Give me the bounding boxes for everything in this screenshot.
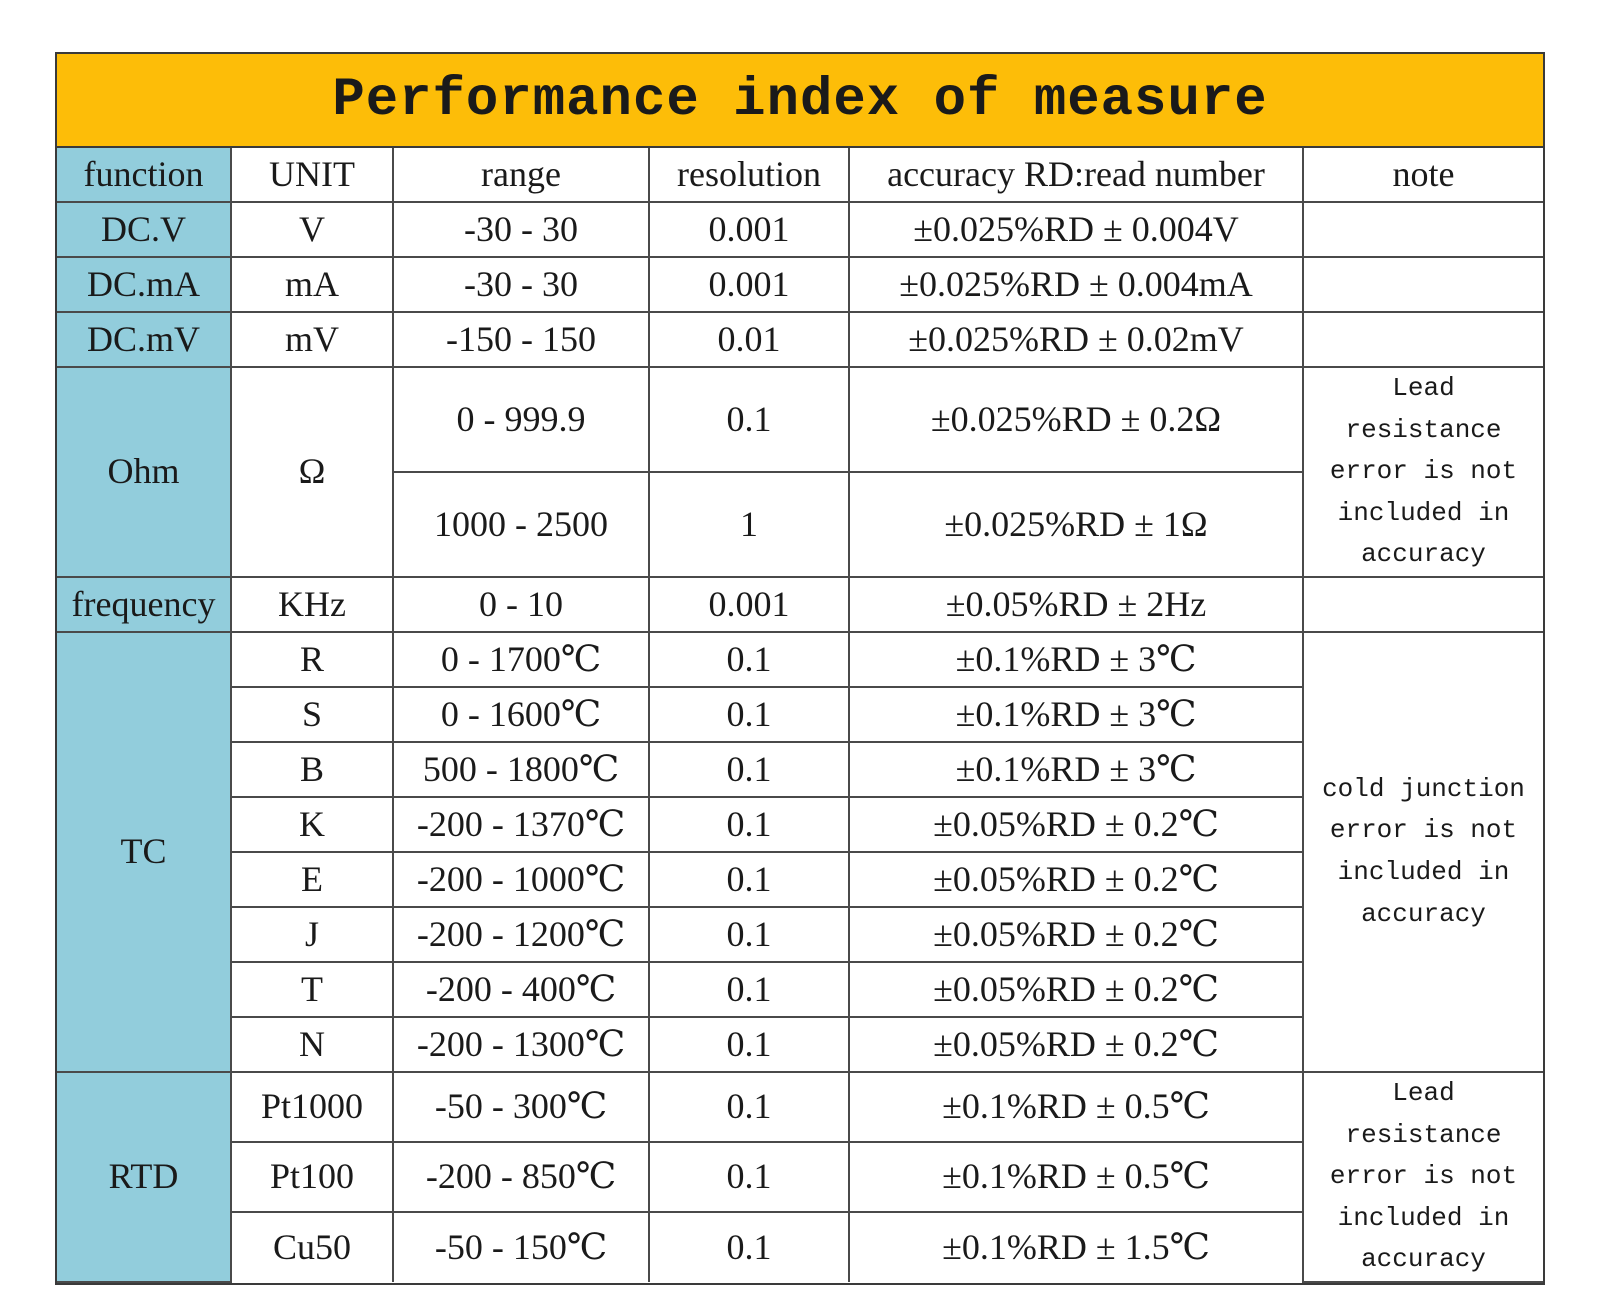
resolution-cell: 0.1 [649, 962, 849, 1017]
resolution-cell: 0.1 [649, 797, 849, 852]
range-cell: -200 - 1300℃ [393, 1017, 649, 1072]
table-row [57, 367, 1543, 472]
header-unit: UNIT [231, 148, 393, 202]
header-accuracy: accuracy RD:read number [849, 148, 1303, 202]
range-cell: -200 - 1370℃ [393, 797, 649, 852]
range-cell: 0 - 1700℃ [393, 632, 649, 687]
note-cell: Lead resistance error is not included in accuracy [1303, 367, 1543, 577]
accuracy-cell: ±0.1%RD ± 0.5℃ [849, 1142, 1303, 1212]
unit-cell: S [231, 687, 393, 742]
unit-cell: KHz [231, 577, 393, 632]
range-cell: 0 - 10 [393, 577, 649, 632]
function-cell: DC.mV [57, 312, 231, 367]
header-row [57, 148, 1543, 202]
accuracy-cell: ±0.025%RD ± 0.2Ω [849, 367, 1303, 472]
range-cell: 0 - 1600℃ [393, 687, 649, 742]
accuracy-cell: ±0.05%RD ± 0.2℃ [849, 962, 1303, 1017]
performance-table-sheet [55, 52, 1545, 1285]
accuracy-cell: ±0.05%RD ± 0.2℃ [849, 1017, 1303, 1072]
resolution-cell: 0.1 [649, 907, 849, 962]
function-cell: DC.V [57, 202, 231, 257]
accuracy-cell: ±0.05%RD ± 0.2℃ [849, 797, 1303, 852]
resolution-cell: 0.001 [649, 257, 849, 312]
unit-cell: Pt1000 [231, 1072, 393, 1142]
note-cell [1303, 202, 1543, 257]
header-note: note [1303, 148, 1543, 202]
resolution-cell: 0.1 [649, 1212, 849, 1282]
table-row [57, 202, 1543, 257]
table-row [57, 632, 1543, 687]
unit-cell: J [231, 907, 393, 962]
unit-cell: K [231, 797, 393, 852]
range-cell: -30 - 30 [393, 202, 649, 257]
resolution-cell: 0.001 [649, 577, 849, 632]
resolution-cell: 0.1 [649, 1017, 849, 1072]
resolution-cell: 0.1 [649, 632, 849, 687]
resolution-cell: 0.1 [649, 852, 849, 907]
function-cell: Ohm [57, 367, 231, 577]
unit-cell: B [231, 742, 393, 797]
range-cell: 1000 - 2500 [393, 472, 649, 577]
header-function: function [57, 148, 231, 202]
accuracy-cell: ±0.025%RD ± 1Ω [849, 472, 1303, 577]
function-cell: DC.mA [57, 257, 231, 312]
range-cell: -200 - 850℃ [393, 1142, 649, 1212]
range-cell: -200 - 400℃ [393, 962, 649, 1017]
resolution-cell: 0.1 [649, 687, 849, 742]
range-cell: -200 - 1200℃ [393, 907, 649, 962]
unit-cell: Cu50 [231, 1212, 393, 1282]
unit-cell: mV [231, 312, 393, 367]
function-cell: frequency [57, 577, 231, 632]
resolution-cell: 0.01 [649, 312, 849, 367]
resolution-cell: 1 [649, 472, 849, 577]
unit-cell: mA [231, 257, 393, 312]
accuracy-cell: ±0.1%RD ± 1.5℃ [849, 1212, 1303, 1282]
unit-cell: T [231, 962, 393, 1017]
unit-cell: Ω [231, 367, 393, 577]
accuracy-cell: ±0.1%RD ± 3℃ [849, 632, 1303, 687]
header-resolution: resolution [649, 148, 849, 202]
table-row [57, 312, 1543, 367]
unit-cell: R [231, 632, 393, 687]
resolution-cell: 0.1 [649, 367, 849, 472]
range-cell: -30 - 30 [393, 257, 649, 312]
resolution-cell: 0.1 [649, 1142, 849, 1212]
accuracy-cell: ±0.1%RD ± 3℃ [849, 742, 1303, 797]
range-cell: 0 - 999.9 [393, 367, 649, 472]
range-cell: -50 - 150℃ [393, 1212, 649, 1282]
range-cell: -50 - 300℃ [393, 1072, 649, 1142]
accuracy-cell: ±0.1%RD ± 0.5℃ [849, 1072, 1303, 1142]
range-cell: -150 - 150 [393, 312, 649, 367]
unit-cell: N [231, 1017, 393, 1072]
note-cell [1303, 257, 1543, 312]
accuracy-cell: ±0.05%RD ± 0.2℃ [849, 852, 1303, 907]
resolution-cell: 0.001 [649, 202, 849, 257]
function-cell: TC [57, 632, 231, 1072]
table-row [57, 1072, 1543, 1142]
table-row [57, 577, 1543, 632]
accuracy-cell: ±0.05%RD ± 2Hz [849, 577, 1303, 632]
unit-cell: E [231, 852, 393, 907]
accuracy-cell: ±0.1%RD ± 3℃ [849, 687, 1303, 742]
unit-cell: V [231, 202, 393, 257]
function-cell: RTD [57, 1072, 231, 1282]
range-cell: -200 - 1000℃ [393, 852, 649, 907]
accuracy-cell: ±0.025%RD ± 0.02mV [849, 312, 1303, 367]
unit-cell: Pt100 [231, 1142, 393, 1212]
range-cell: 500 - 1800℃ [393, 742, 649, 797]
accuracy-cell: ±0.025%RD ± 0.004mA [849, 257, 1303, 312]
note-cell [1303, 312, 1543, 367]
table-row [57, 257, 1543, 312]
table-title: Performance index of measure [57, 54, 1543, 148]
note-cell: cold junction error is not included in accuracy [1303, 632, 1543, 1072]
accuracy-cell: ±0.05%RD ± 0.2℃ [849, 907, 1303, 962]
resolution-cell: 0.1 [649, 742, 849, 797]
header-range: range [393, 148, 649, 202]
accuracy-cell: ±0.025%RD ± 0.004V [849, 202, 1303, 257]
resolution-cell: 0.1 [649, 1072, 849, 1142]
performance-table [57, 148, 1543, 1283]
note-cell [1303, 577, 1543, 632]
note-cell: Lead resistance error is not included in accuracy [1303, 1072, 1543, 1282]
